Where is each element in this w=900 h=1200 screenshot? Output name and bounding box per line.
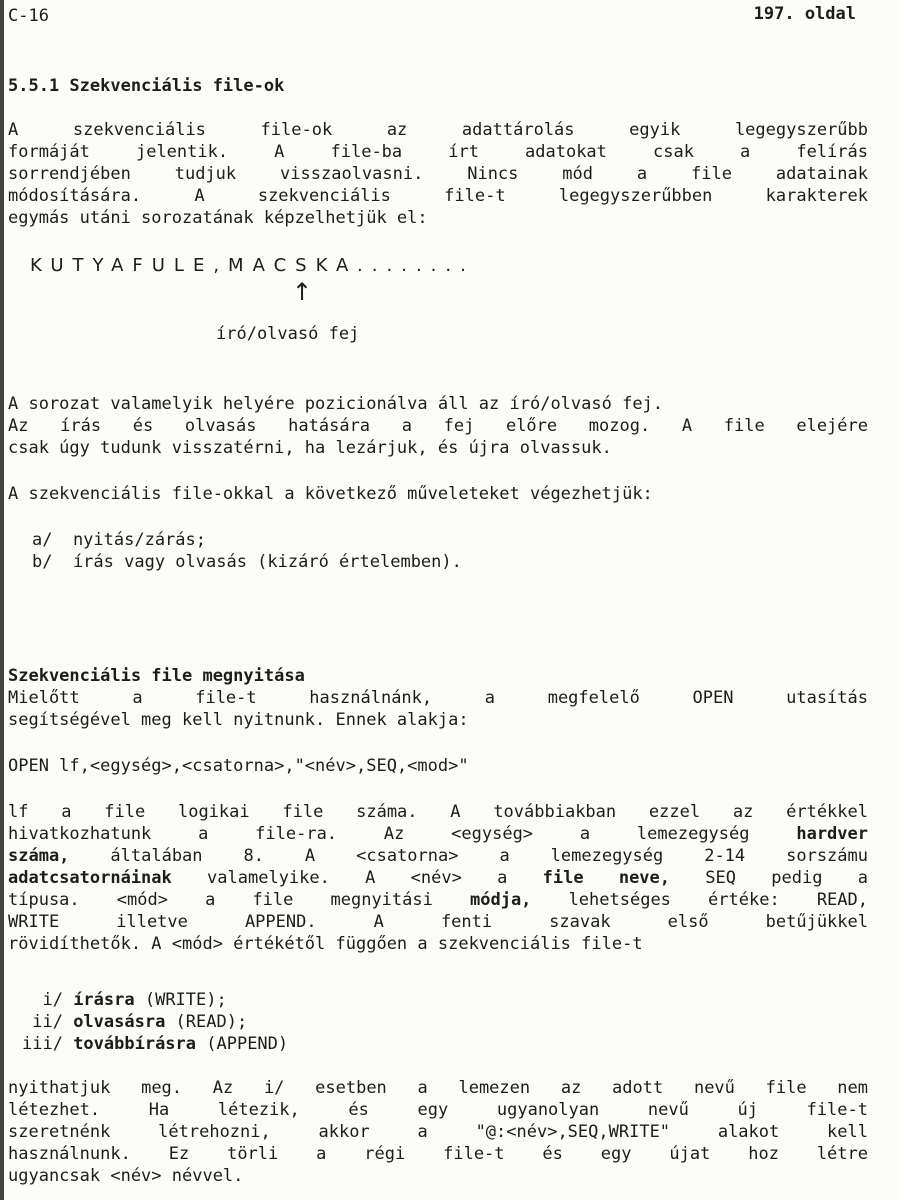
desc-line: hivatkozhatunk a file-ra. Az <egység> a lemezegység hardver [8,824,868,844]
para-line: Az írás és olvasás hatására a fej előre mozog. A file elejére [8,416,868,436]
open-line: segítségével meg kell nyitnunk. Ennek alakja: [8,710,469,730]
up-arrow-icon: ↑ [292,278,313,306]
closing-line: nyithatjuk meg. Az i/ esetben a lemezen az adott nevű file nem [8,1078,868,1098]
read-write-head-label: író/olvasó fej [216,324,360,344]
intro-line: módosítására. A szekvenciális file-t legegyszerűbben karakterek [8,186,868,206]
operation-item: a/ nyitás/zárás; [32,530,206,550]
open-syntax: OPEN lf,<egység>,<csatorna>,"<név>,SEQ,<mod>" [8,756,469,776]
desc-line: adatcsatornáinak valamelyike. A <név> a file neve, SEQ pedig a [8,868,868,888]
intro-line: sorrendjében tudjuk visszaolvasni. Nincs mód a file adatainak [8,164,868,184]
operation-item: b/ írás vagy olvasás (kizáró értelemben). [32,552,462,572]
closing-line: használnunk. Ez törli a régi file-t és egy újat hoz létre [8,1144,868,1164]
closing-line: szeretnénk létrehozni, akkor a "@:<név>,SEQ,WRITE" alakot kell [8,1122,868,1142]
closing-line: ugyancsak <név> névvel. [8,1166,244,1186]
binding-edge [0,0,4,1200]
open-heading: Szekvenciális file megnyitása [8,666,305,686]
desc-line: WRITE illetve APPEND. A fenti szavak első betűjükkel [8,912,868,932]
desc-line: száma, általában 8. A <csatorna> a lemezegység 2-14 sorszámu [8,846,868,866]
mode-item: ii/ olvasásra (READ); [22,1012,248,1032]
para-line: csak úgy tudunk visszatérni, ha lezárjuk, és újra olvassuk. [8,438,612,458]
mode-item: i/ írásra (WRITE); [22,990,227,1010]
closing-line: létezhet. Ha létezik, és egy ugyanolyan nevű új file-t [8,1100,868,1120]
page-number: 197. oldal [753,4,856,24]
mode-item: iii/ továbbírásra (APPEND) [22,1034,289,1054]
intro-line: formáját jelentik. A file-ba írt adatokat csak a felírás [8,142,868,162]
desc-line: rövidíthetők. A <mód> értékétől függően a szekvenciális file-t [8,934,643,954]
desc-line: típusa. <mód> a file megnyitási módja, lehetséges értéke: READ, [8,890,868,910]
section-title: 5.5.1 Szekvenciális file-ok [8,76,285,96]
operations-intro: A szekvenciális file-okkal a következő műveleteket végezhetjük: [8,484,653,504]
para-line: A sorozat valamelyik helyére pozicionálva áll az író/olvasó fej. [8,394,664,414]
character-sequence: KUTYAFULE,MACSKA........ [30,255,475,276]
intro-line: egymás utáni sorozatának képzelhetjük el: [8,208,428,228]
intro-line: A szekvenciális file-ok az adattárolás egyik legegyszerűbb [8,120,868,140]
chapter-label: C-16 [8,6,49,26]
open-line: Mielőtt a file-t használnánk, a megfelelő OPEN utasítás [8,688,868,708]
desc-line: lf a file logikai file száma. A továbbiakban ezzel az értékkel [8,802,868,822]
